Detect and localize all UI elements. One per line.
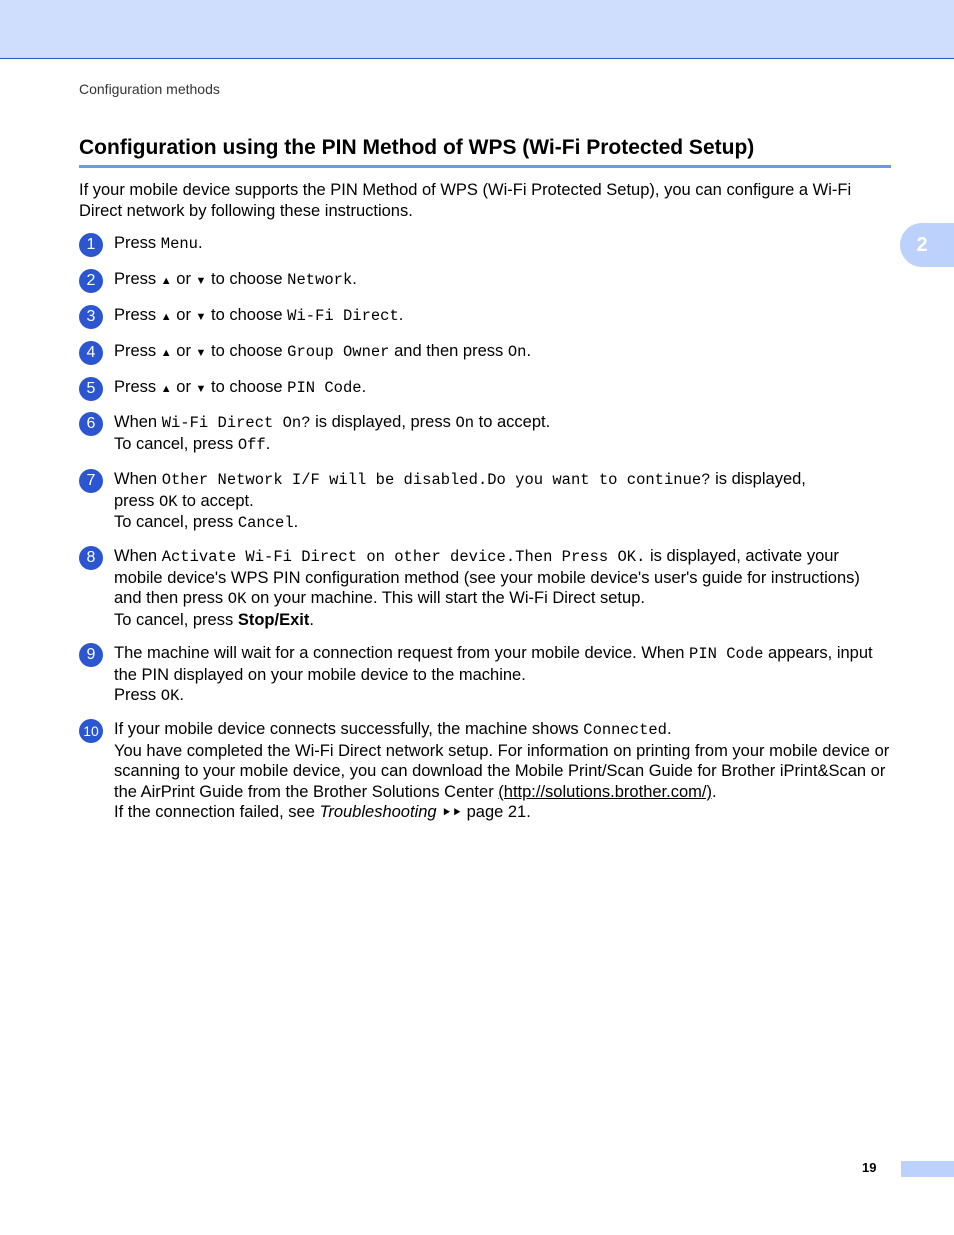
solutions-center-link[interactable]: (http://solutions.brother.com/)	[498, 782, 712, 801]
lcd-key: Cancel	[237, 514, 294, 532]
step-text: When Other Network I/F will be disabled.Do you want to continue? is displayed, press OK to accept. To cancel, press Cancel.	[114, 470, 806, 532]
down-arrow-icon: ▼	[195, 275, 207, 287]
lcd-key: On	[455, 414, 475, 432]
down-arrow-icon: ▼	[195, 347, 207, 359]
lcd-option: Network	[287, 271, 353, 289]
step-number: 5	[79, 377, 103, 401]
up-arrow-icon: ▲	[160, 383, 172, 395]
step-text: When Wi-Fi Direct On? is displayed, press On to accept. To cancel, press Off.	[114, 413, 551, 454]
chapter-tab[interactable]: 2	[900, 223, 954, 267]
section-title: Configuration using the PIN Method of WPS (Wi-Fi Protected Setup)	[79, 136, 891, 168]
double-arrow-icon: ⯈⯈	[441, 805, 462, 820]
lcd-status: Connected	[583, 721, 667, 739]
step-text: Press ▲ or ▼ to choose Group Owner and then press On.	[114, 341, 891, 364]
page-number: 19	[862, 1160, 877, 1175]
up-arrow-icon: ▲	[160, 347, 172, 359]
top-header-band	[0, 0, 954, 59]
lcd-key: OK	[160, 687, 180, 705]
step-number: 2	[79, 269, 103, 293]
step-number: 4	[79, 341, 103, 365]
step-text: Press ▲ or ▼ to choose Wi-Fi Direct.	[114, 305, 891, 328]
page-number-bar	[901, 1161, 954, 1177]
lcd-key: OK	[158, 492, 178, 511]
lcd-option: Wi-Fi Direct	[287, 307, 399, 325]
step-number: 7	[79, 469, 103, 493]
intro-paragraph: If your mobile device supports the PIN Method of WPS (Wi-Fi Protected Setup), you can configure a Wi-Fi Direct network by following these instructions.	[79, 181, 852, 220]
step-text: The machine will wait for a connection request from your mobile device. When PIN Code appears, input the PIN displayed on your mobile device to the machine. Press OK.	[114, 644, 873, 705]
step-number: 10	[79, 719, 103, 743]
step-number: 6	[79, 412, 103, 436]
lcd-key: OK	[227, 590, 247, 608]
up-arrow-icon: ▲	[160, 311, 172, 323]
down-arrow-icon: ▼	[195, 311, 207, 323]
lcd-key: On	[507, 343, 527, 361]
lcd-prompt: Activate Wi-Fi Direct on other device.Then Press OK.	[161, 548, 646, 566]
running-head: Configuration methods	[79, 81, 220, 97]
lcd-key: Off	[237, 435, 266, 454]
lcd-key: Menu	[160, 235, 198, 253]
stop-exit-key: Stop/Exit	[237, 610, 310, 629]
lcd-prompt: PIN Code	[689, 645, 764, 663]
troubleshooting-ref[interactable]: Troubleshooting	[319, 803, 437, 821]
step-text: Press ▲ or ▼ to choose Network.	[114, 269, 891, 292]
down-arrow-icon: ▼	[195, 383, 207, 395]
step-text: Press Menu.	[114, 234, 203, 253]
lcd-prompt: Wi-Fi Direct On?	[161, 414, 311, 432]
lcd-prompt: Other Network I/F will be disabled.Do you want to continue?	[161, 471, 711, 489]
step-number: 1	[79, 233, 103, 257]
step-number: 9	[79, 643, 103, 667]
step-text: If your mobile device connects successfully, the machine shows Connected. You have completed the Wi-Fi Direct network setup. For information on printing from your mobile device or scanning to your mobile device, you can download the Mobile Print/Scan Guide for Brother iPrint&Scan or the AirPrint Guide from the Brother Solutions Center (http://solutions.brother.com/). If the connection failed, see Troubleshooting ⯈⯈ page 21.	[114, 720, 890, 821]
lcd-option: PIN Code	[287, 379, 362, 397]
lcd-option: Group Owner	[287, 343, 390, 361]
step-text: When Activate Wi-Fi Direct on other device.Then Press OK. is displayed, activate your mobile device's WPS PIN configuration method (see your mobile device's user's guide for instructions) and then press OK on your machine. This will start the Wi-Fi Direct setup. To cancel, press Stop/Exit.	[114, 547, 860, 629]
step-text: Press ▲ or ▼ to choose PIN Code.	[114, 377, 891, 400]
step-number: 8	[79, 546, 103, 570]
up-arrow-icon: ▲	[160, 275, 172, 287]
step-number: 3	[79, 305, 103, 329]
